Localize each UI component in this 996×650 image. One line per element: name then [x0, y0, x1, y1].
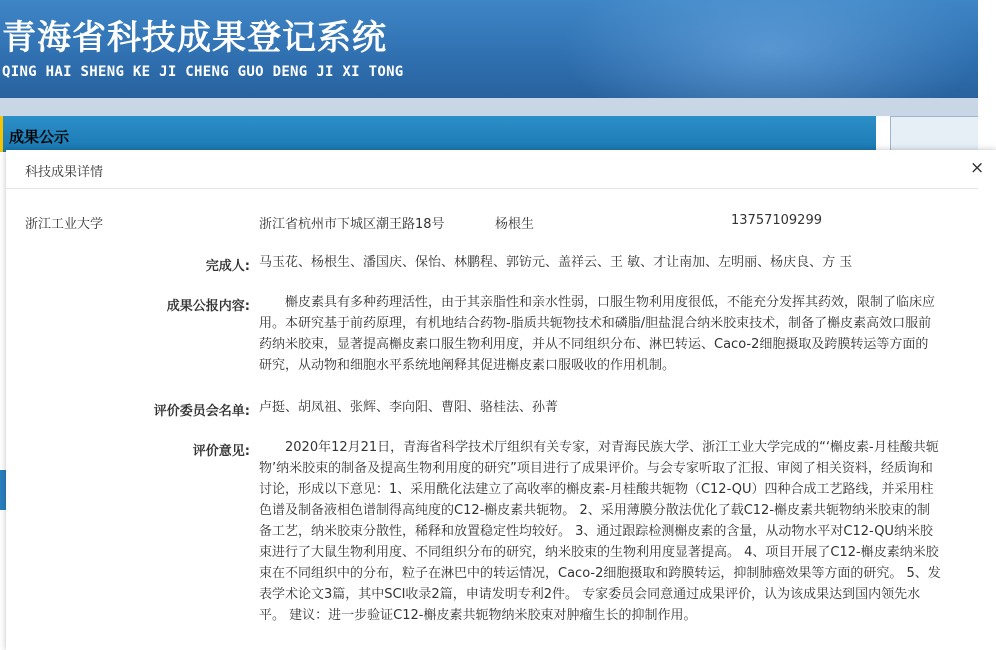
committee-value: 卢挺、胡凤祖、张辉、李向阳、曹阳、骆桂法、孙菁 [259, 400, 559, 415]
app-header [0, 0, 978, 98]
organization: 浙江工业大学 [25, 217, 104, 232]
side-panel [890, 116, 978, 152]
phone-number: 13757109299 [731, 213, 822, 228]
section-header [0, 116, 876, 152]
summary-label: 成果公报内容: [166, 299, 250, 314]
section-title: 成果公示 [9, 128, 70, 146]
completers-label: 完成人: [205, 259, 250, 274]
contact-person: 杨根生 [495, 217, 535, 232]
system-title-pinyin: QING HAI SHENG KE JI CHENG GUO DENG JI XI TONG [2, 64, 404, 80]
close-button[interactable]: × [970, 158, 985, 178]
committee-label: 评价委员会名单: [153, 404, 250, 419]
modal-title: 科技成果详情 [25, 165, 104, 180]
opinion-value: 2020年12月21日，青海省科学技术厅组织有关专家，对青海民族大学、浙江工业大学完成的“‘槲皮素-月桂酸共轭物’纳米胶束的制备及提高生物利用度的研究”项目进行了成果评价。与会专家听取了汇报、审阅了相关资料，经质询和讨论，形成以下意见：1、采用酰化法建立了高收率的槲皮素-月桂酸共轭物（C12-QU）四种合成工艺路线，并采用柱色谱及制备液相色谱制得高纯度的C12-槲皮素共轭物。 2、采用薄膜分散法优化了载C12-槲皮素共轭物纳米胶束的制备工艺，纳米胶束分散性，稀释和放置稳定性均较好。 3、通过跟踪检测槲皮素的含量，从动物水平对C12-QU纳米胶束进行了大鼠生物利用度、不同组织分布的研究，纳米胶束的生物利用度显著提高。 4、项目开展了C12-槲皮素纳米胶束在不同组织中的分布，粒子在淋巴中的转运情况，Caco-2细胞摄取和跨膜转运，抑制肺癌效果等方面的研究。 5、发表学术论文3篇，其中SCI收录2篇，申请发明专利2件。 专家委员会同意通过成果评价，认为该成果达到国内领先水平。 建议：进一步验证C12-槲皮素共轭物纳米胶束对肿瘤生长的抑制作用。 [259, 440, 941, 623]
address: 浙江省杭州市下城区潮王路18号 [259, 217, 445, 232]
system-title: 青海省科技成果登记系统 [2, 18, 387, 58]
modal-header [6, 150, 985, 189]
nav-strip [0, 98, 978, 116]
detail-modal [6, 150, 996, 650]
opinion-label: 评价意见: [192, 444, 250, 459]
completers-value: 马玉花、杨根生、潘国庆、保怡、林鹏程、郭钫元、盖祥云、王 敏、才让南加、左明丽、杨庆良、方 玉 [259, 255, 853, 270]
summary-value: 槲皮素具有多种药理活性，由于其亲脂性和亲水性弱，口服生物利用度很低，不能充分发挥其药效，限制了临床应用。本研究基于前药原理，有机地结合药物-脂质共轭物技术和磷脂/胆盐混合纳米胶束技术，制备了槲皮素高效口服前药纳米胶束，显著提高槲皮素口服生物利用度，并从不同组织分布、淋巴转运、Caco-2细胞摄取及跨膜转运等方面的研究，从动物和细胞水平系统地阐释其促进槲皮素口服吸收的作用机制。 [259, 295, 936, 373]
